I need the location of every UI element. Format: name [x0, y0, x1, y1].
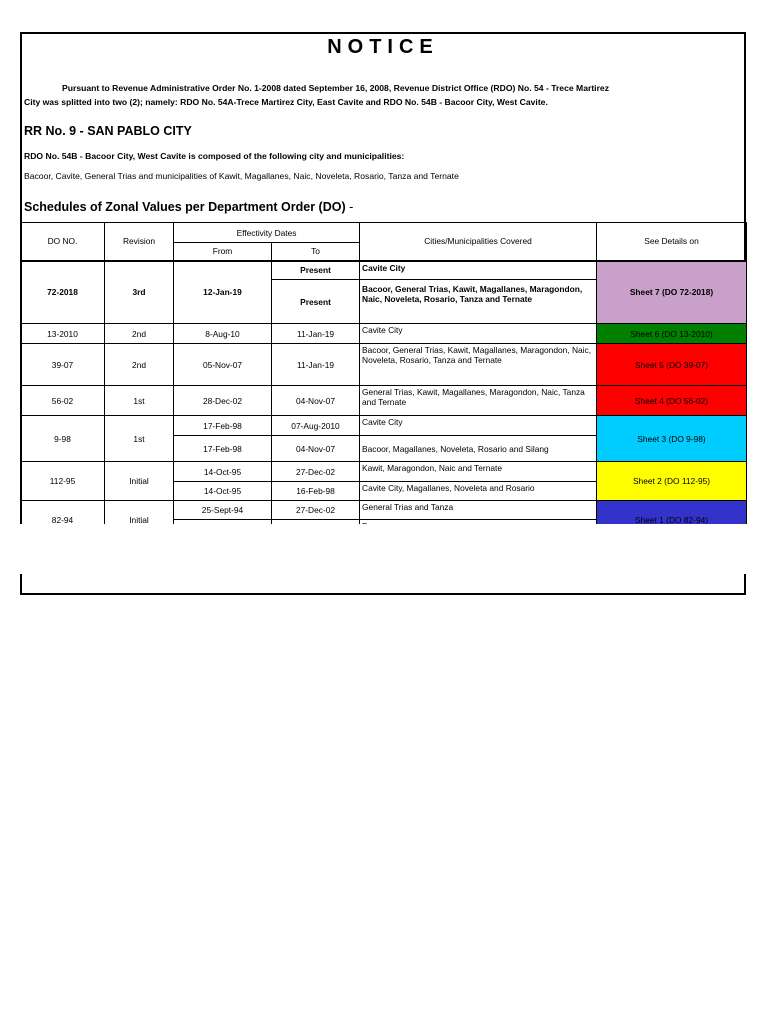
notice-frame	[20, 32, 746, 595]
cell-do-no: 72-2018	[21, 261, 105, 324]
cell-do-no: 56-02	[21, 386, 105, 416]
notice-title: NOTICE	[327, 36, 439, 58]
header-cities: Cities/Municipalities Covered	[360, 223, 597, 261]
table-row	[21, 462, 747, 482]
table-header-row	[21, 223, 747, 243]
header-details: See Details on	[597, 223, 747, 261]
municipalities-list: Bacoor, Cavite, General Trias and municipalities of Kawit, Magallanes, Naic, Noveleta, Rosario, Tanza and Ternate	[24, 171, 459, 181]
cell-cities: General Trias and Tanza	[360, 501, 597, 520]
intro-line-2: City was splitted into two (2); namely: RDO No. 54A-Trece Martirez City, East Cavite and RDO No. 54B - Bacoor City, West Cavite.	[24, 97, 548, 107]
sheet-7-link[interactable]: Sheet 7 (DO 72-2018)	[597, 261, 747, 324]
cell-do-no: 39-07	[21, 344, 105, 386]
cell-to: 04-Nov-07	[272, 436, 360, 462]
rdo-statement: RDO No. 54B - Bacoor City, West Cavite is composed of the following city and municipalities:	[24, 151, 405, 161]
cell-revision: Initial	[105, 462, 174, 501]
cell-from: 17-Feb-98	[174, 436, 272, 462]
sheet-2-link[interactable]: Sheet 2 (DO 112-95)	[597, 462, 747, 501]
cell-from: 14-Oct-95	[174, 462, 272, 482]
cell-do-no: 112-95	[21, 462, 105, 501]
header-effectivity: Effectivity Dates	[174, 223, 360, 243]
header-to: To	[272, 243, 360, 261]
table-row	[21, 344, 747, 386]
schedule-heading	[24, 200, 353, 214]
sheet-5-link[interactable]: Sheet 5 (DO 39-07)	[597, 344, 747, 386]
sheet-4-link[interactable]: Sheet 4 (DO 56-02)	[597, 386, 747, 416]
cell-cities: Cavite City	[360, 261, 597, 280]
cell-from: 05-Nov-07	[174, 344, 272, 386]
sheet-3-link[interactable]: Sheet 3 (DO 9-98)	[597, 416, 747, 462]
cell-from: 14-Oct-95	[174, 482, 272, 501]
cell-from: 25-Sept-94	[174, 501, 272, 520]
cell-to: 16-Feb-98	[272, 482, 360, 501]
cell-to: 11-Jan-19	[272, 324, 360, 344]
header-from: From	[174, 243, 272, 261]
cell-to: 11-Jan-19	[272, 344, 360, 386]
schedule-heading-text: Schedules of Zonal Values per Department Order (DO)	[24, 200, 346, 214]
rr-heading: RR No. 9 - SAN PABLO CITY	[24, 124, 192, 138]
header-revision: Revision	[105, 223, 174, 261]
cell-cities: Bacoor, Magallanes, Noveleta, Rosario and Silang	[360, 436, 597, 462]
intro-paragraph	[24, 81, 724, 109]
cell-revision: 1st	[105, 416, 174, 462]
cell-revision: Initial	[105, 501, 174, 539]
cell-to: 27-Dec-02	[272, 501, 360, 520]
cell-cities: Cavite City, Magallanes, Noveleta and Rosario	[360, 482, 597, 501]
sheet-6-link[interactable]: Sheet 6 (DO 13-2010)	[597, 324, 747, 344]
cell-do-no: 9-98	[21, 416, 105, 462]
cell-cities: Cavite City	[360, 324, 597, 344]
cell-to: 27-Dec-02	[272, 462, 360, 482]
cell-cities: Kawit, Maragondon, Naic and Ternate	[360, 462, 597, 482]
cell-do-no: 82-94	[21, 501, 105, 539]
cell-to: Present	[272, 261, 360, 280]
zonal-values-table	[20, 222, 747, 539]
table-row	[21, 324, 747, 344]
cell-from: 8-Aug-10	[174, 324, 272, 344]
cell-to: Present	[272, 280, 360, 324]
cell-from: 17-Feb-98	[174, 416, 272, 436]
cell-to: 04-Nov-07	[272, 386, 360, 416]
cell-revision: 2nd	[105, 344, 174, 386]
cell-cities: General Trias, Kawit, Magallanes, Maragondon, Naic, Tanza and Ternate	[360, 386, 597, 416]
intro-line-1: Pursuant to Revenue Administrative Order No. 1-2008 dated September 16, 2008, Revenue District Office (RDO) No. 54 - Trece Martirez	[62, 83, 609, 93]
table-row	[21, 501, 747, 520]
cell-to: 07-Aug-2010	[272, 416, 360, 436]
cell-from: 28-Dec-02	[174, 386, 272, 416]
cell-cities: Bacoor, General Trias, Kawit, Magallanes, Maragondon, Naic, Noveleta, Rosario, Tanza and Ternate	[360, 280, 597, 324]
sheet-1-link[interactable]: Sheet 1 (DO 82-94)	[597, 501, 747, 539]
table-row	[21, 386, 747, 416]
header-do-no: DO NO.	[21, 223, 105, 261]
cell-revision: 3rd	[105, 261, 174, 324]
cell-revision: 1st	[105, 386, 174, 416]
cell-cities: Bacoor, General Trias, Kawit, Magallanes, Maragondon, Naic, Noveleta, Rosario, Tanza and Ternate	[360, 344, 597, 386]
cell-cities: Cavite City	[360, 416, 597, 436]
table-row	[21, 261, 747, 280]
cell-do-no: 13-2010	[21, 324, 105, 344]
table-row	[21, 416, 747, 436]
rendering-gap	[0, 524, 768, 574]
cell-revision: 2nd	[105, 324, 174, 344]
schedule-heading-dash: -	[345, 200, 354, 214]
cell-from: 12-Jan-19	[174, 261, 272, 324]
